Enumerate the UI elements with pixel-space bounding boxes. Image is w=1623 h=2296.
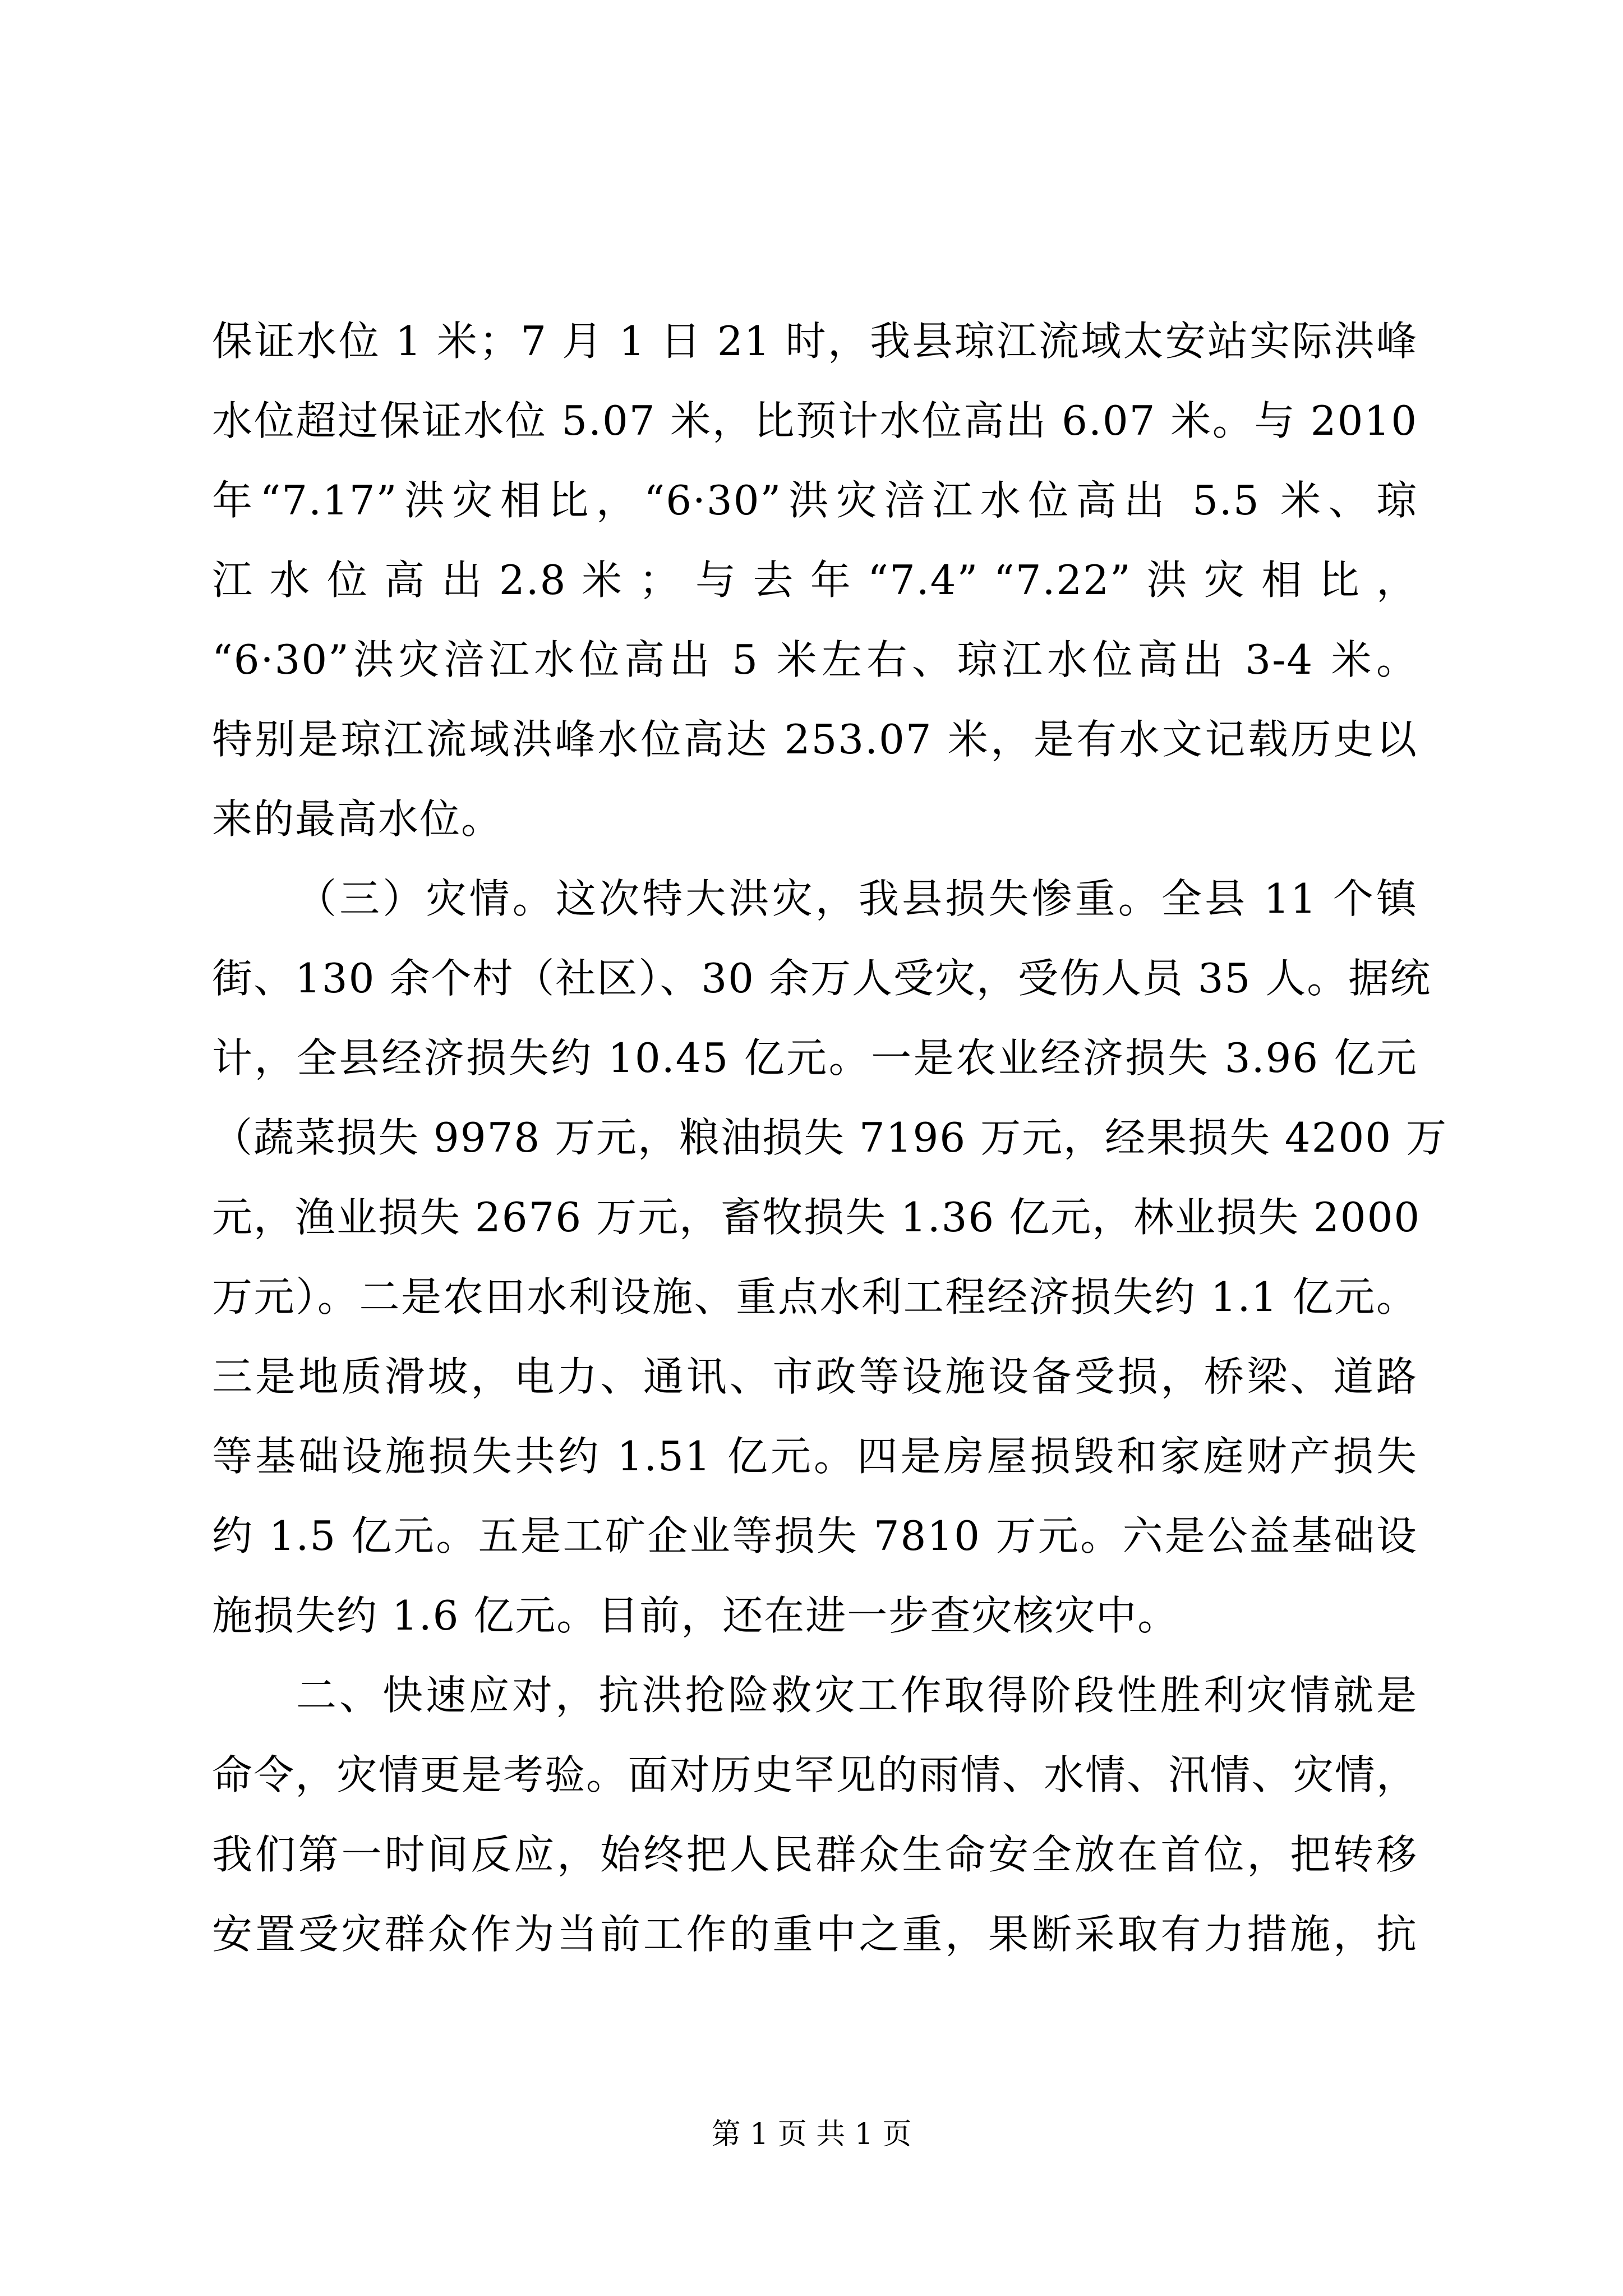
text-line: 元，渔业损失 2676 万元，畜牧损失 1.36 亿元，林业损失 2000 [212,1194,1421,1241]
text-line: 江 水 位 高 出 2.8 米 ； 与 去 年 “7.4” “7.22” 洪 灾 相 比 ， [212,556,1418,604]
text-line: 约 1.5 亿元。五是工矿企业等损失 7810 万元。六是公益基础设 [212,1512,1418,1559]
page-footer [0,2115,1623,2154]
text-line: 三是地质滑坡，电力、通讯、市政等设施设备受损，桥梁、道路 [212,1353,1418,1400]
text-line: 特别是琼江流域洪峰水位高达 253.07 米，是有水文记载历史以 [212,716,1418,763]
text-line: 保证水位 1 米；7 月 1 日 21 时，我县琼江流域太安站实际洪峰 [212,318,1418,365]
text-line: 等基础设施损失共约 1.51 亿元。四是房屋损毁和家庭财产损失 [212,1433,1418,1480]
text-line: 安置受灾群众作为当前工作的重中之重，果断采取有力措施，抗 [212,1911,1418,1958]
text-line: 年“7.17”洪灾相比，“6·30”洪灾涪江水位高出 5.5 米、琼 [212,477,1418,524]
text-line: 二、快速应对，抗洪抢险救灾工作取得阶段性胜利灾情就是 [296,1672,1418,1719]
text-line: 施损失约 1.6 亿元。目前，还在进一步查灾核灾中。 [212,1592,1179,1639]
text-line: 计，全县经济损失约 10.45 亿元。一是农业经济损失 3.96 亿元 [212,1034,1418,1082]
text-line: “6·30”洪灾涪江水位高出 5 米左右、琼江水位高出 3-4 米。 [212,636,1418,683]
document-body [212,301,1448,1974]
text-line: （三）灾情。这次特大洪灾，我县损失惨重。全县 11 个镇 [296,875,1418,922]
text-line: 我们第一时间反应，始终把人民群众生命安全放在首位，把转移 [212,1831,1418,1878]
text-line: 水位超过保证水位 5.07 米，比预计水位高出 6.07 米。与 2010 [212,397,1418,444]
text-line: 街、130 余个村（社区）、30 余万人受灾，受伤人员 35 人。据统 [212,955,1432,1002]
text-line: 命令，灾情更是考验。面对历史罕见的雨情、水情、汛情、灾情， [212,1751,1418,1798]
text-line: 万元）。二是农田水利设施、重点水利工程经济损失约 1.1 亿元。 [212,1273,1418,1320]
text-line: （蔬菜损失 9978 万元，粮油损失 7196 万元，经果损失 4200 万 [212,1114,1448,1161]
text-line: 来的最高水位。 [212,795,503,843]
page-number: 第 1 页 共 1 页 [711,2118,912,2151]
